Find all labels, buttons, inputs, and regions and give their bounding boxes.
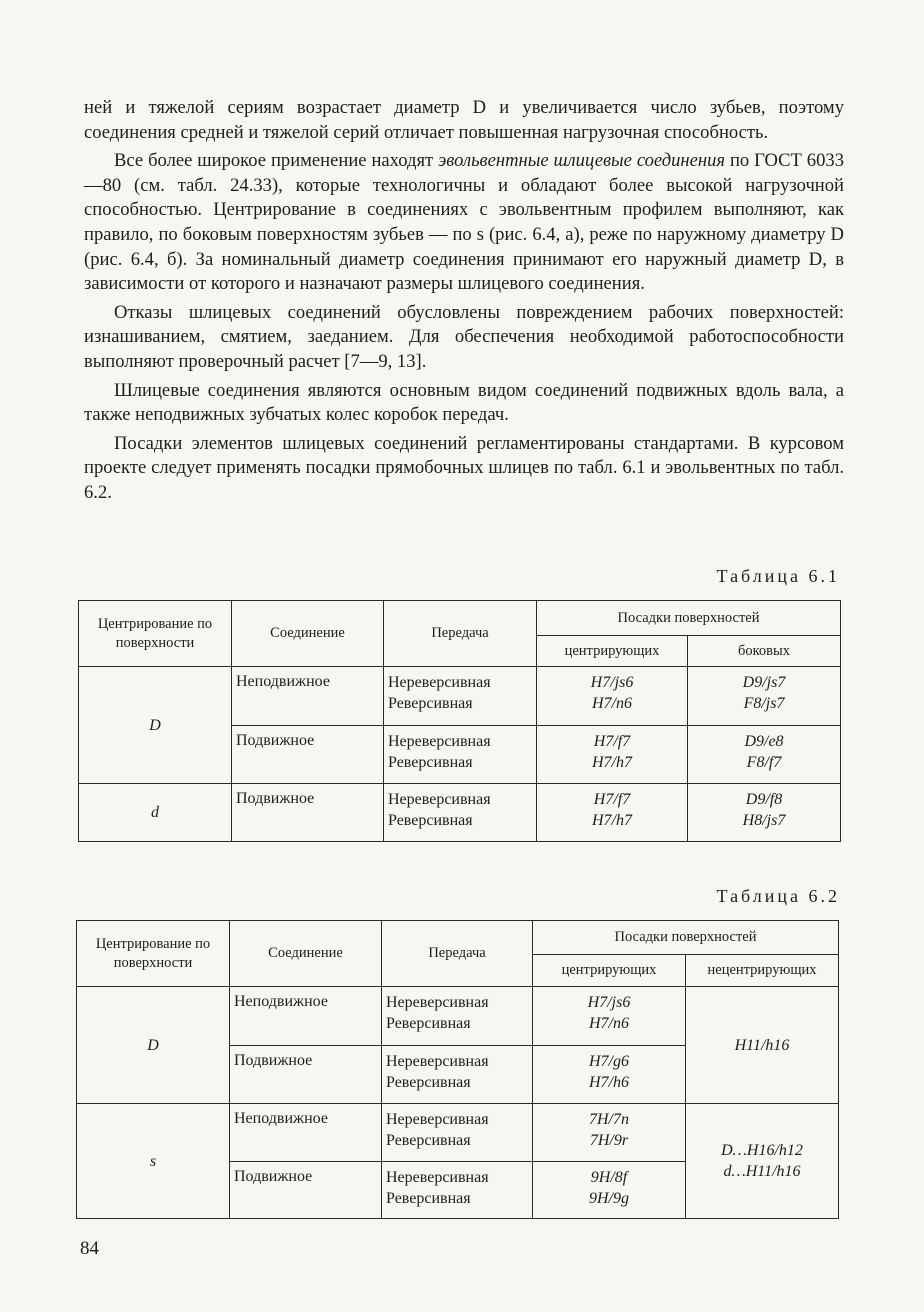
t2-joint: Подвижное (230, 1162, 382, 1219)
paragraph-4: Шлицевые соединения являются основным видом соединений подвижных вдоль вала, а также неподвижных зубчатых колес коробок передач. (84, 379, 844, 426)
t2-transmission: Нереверсивная Реверсивная (382, 1162, 533, 1219)
t2-centering-fit: 7H/7n 7H/9r (533, 1104, 686, 1162)
paragraph-5: Посадки элементов шлицевых соединений регламентированы стандартами. В курсовом проекте следует применять посадки прямобочных шлицев по табл. 6.1 и эвольвентных по табл. 6.2. (84, 432, 844, 503)
table-6-2-caption: Таблица 6.2 (716, 886, 840, 906)
t1-transmission: Нереверсивная Реверсивная (384, 784, 537, 842)
t2-noncentering-fit: D…H16/h12 d…H11/h16 (686, 1104, 839, 1219)
page-number: 84 (80, 1238, 99, 1259)
t2-centering-fit: H7/g6 H7/h6 (533, 1046, 686, 1104)
t1-side-fit: D9/f8 H8/js7 (688, 784, 841, 842)
t1-side-fit: D9/e8 F8/f7 (688, 726, 841, 784)
t1-centering-D: D (79, 667, 232, 784)
paragraph-3: Отказы шлицевых соединений обусловлены повреждением рабочих поверхностей: изнашиванием, смятием, заеданием. Для обеспечения необходимой работоспособности выполняют проверочный расчет [7—9, 13]. (84, 301, 844, 372)
t1-centering-fit: H7/js6 H7/n6 (537, 667, 688, 726)
table-row (77, 987, 839, 1046)
t2-header-fits: Посадки поверхностей (533, 921, 839, 955)
table-row (77, 1104, 839, 1162)
table-6-1 (78, 600, 841, 842)
t1-header-joint: Соединение (232, 601, 384, 667)
t2-joint: Неподвижное (230, 987, 382, 1046)
t2-header-centering: Центрирование по поверхности (77, 921, 230, 987)
t2-centering-fit: 9H/8f 9H/9g (533, 1162, 686, 1219)
t1-header-transmission: Передача (384, 601, 537, 667)
t2-transmission: Нереверсивная Реверсивная (382, 1046, 533, 1104)
t2-header-transmission: Передача (382, 921, 533, 987)
term-involute-splines: эвольвентные шлицевые соединения (438, 150, 726, 172)
t1-header-centering-fits: центрирующих (537, 636, 688, 667)
t2-header-noncentering-fits: нецентрирующих (686, 955, 839, 987)
t1-transmission: Нереверсивная Реверсивная (384, 667, 537, 726)
t1-transmission: Нереверсивная Реверсивная (384, 726, 537, 784)
t2-header-joint: Соединение (230, 921, 382, 987)
paragraph-1: ней и тяжелой сериям возрастает диаметр D и увеличивается число зубьев, поэтому соединения средней и тяжелой серий отличает повышенная нагрузочная способность. (84, 97, 844, 143)
table-row (79, 784, 841, 842)
paragraph-2-rest: по ГОСТ 6033—80 (см. табл. 24.33), которые технологичны и обладают более высокой нагрузочной способностью. Центрирование в соединениях с эвольвентным профилем выполняют, как правило, по боковым поверхностям зубьев — по s (рис. 6.4, а), реже по наружному диаметру D (рис. 6.4, б). За номинальный диаметр соединения принимают его наружный диаметр D, в зависимости от которого и назначают размеры шлицевого соединения. (84, 150, 844, 295)
paragraph-2 (84, 149, 844, 297)
t1-joint: Неподвижное (232, 667, 384, 726)
t2-joint: Подвижное (230, 1046, 382, 1104)
t1-header-centering: Центрирование по поверхности (79, 601, 232, 667)
table-6-2 (76, 920, 839, 1219)
t2-joint: Неподвижное (230, 1104, 382, 1162)
table-6-1-caption: Таблица 6.1 (716, 566, 840, 586)
t1-header-side-fits: боковых (688, 636, 841, 667)
t1-centering-fit: H7/f7 H7/h7 (537, 726, 688, 784)
t1-side-fit: D9/js7 F8/js7 (688, 667, 841, 726)
t2-centering-s: s (77, 1104, 230, 1219)
t1-joint: Подвижное (232, 726, 384, 784)
t1-header-fits: Посадки поверхностей (537, 601, 841, 636)
t2-centering-D: D (77, 987, 230, 1104)
t2-centering-fit: H7/js6 H7/n6 (533, 987, 686, 1046)
t1-centering-fit: H7/f7 H7/h7 (537, 784, 688, 842)
t2-header-centering-fits: центрирующих (533, 955, 686, 987)
t1-joint: Подвижное (232, 784, 384, 842)
paragraph-2-start: Все более широкое применение находят (114, 150, 439, 172)
t1-centering-d: d (79, 784, 232, 842)
table-row (79, 667, 841, 726)
t2-transmission: Нереверсивная Реверсивная (382, 987, 533, 1046)
t2-noncentering-fit: H11/h16 (686, 987, 839, 1104)
t2-transmission: Нереверсивная Реверсивная (382, 1104, 533, 1162)
body-text (84, 96, 844, 506)
